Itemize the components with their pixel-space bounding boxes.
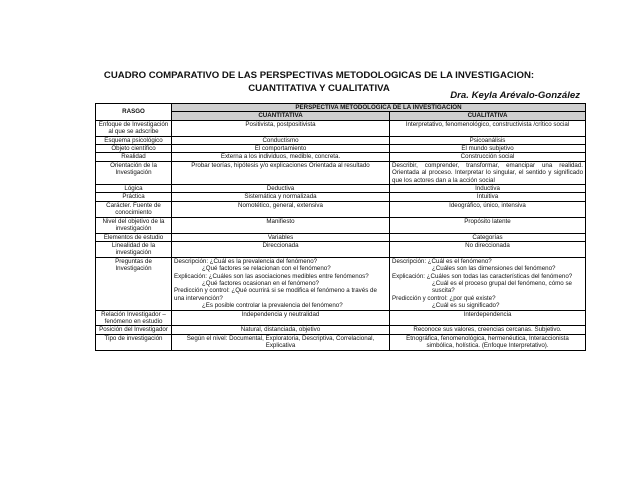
- row-label: Esquema psicológico: [96, 136, 172, 144]
- cell-cualitativa: Propósito latente: [390, 217, 586, 233]
- comparison-table: [95, 103, 586, 351]
- question-line: Descripción: ¿Cuál es la prevalencia del fenómeno?: [174, 257, 318, 265]
- cell-cualitativa: Intuitiva: [390, 193, 586, 201]
- cell-cuantitativa: Deductiva: [172, 185, 390, 193]
- row-label: Nivel del objetivo de la investigación: [96, 217, 172, 233]
- table-row: [96, 153, 586, 161]
- row-label: Posición del Investigador: [96, 326, 172, 334]
- cell-cualitativa: Inductiva: [390, 185, 586, 193]
- table-row: [96, 241, 586, 257]
- question-line: ¿Cuál es su significado?: [432, 302, 500, 310]
- question-line: ¿Cuál es el proceso grupal del fenómeno, cómo se suscita?: [432, 279, 572, 295]
- row-label: Práctica: [96, 193, 172, 201]
- row-label: Enfoque de Investigación al que se adscribe: [96, 120, 172, 136]
- table-row: [96, 233, 586, 241]
- question-line: Predicción y control: ¿Qué ocurrirá si se modifica el fenómeno a través de una intervención?: [174, 287, 377, 302]
- table-header-group-row: [96, 104, 586, 112]
- cell-cualitativa: No direccionada: [390, 241, 586, 257]
- cell-cualitativa: Construcción social: [390, 153, 586, 161]
- cell-cuantitativa: Según el nivel: Documental, Exploratoria, Descriptiva, Correlacional, Explicativa: [172, 334, 390, 350]
- question-line: ¿Cuáles son las dimensiones del fenómeno?: [432, 265, 556, 273]
- cell-cuantitativa: Natural, distanciada, objetivo: [172, 326, 390, 334]
- row-label: Tipo de investigación: [96, 334, 172, 350]
- row-label: Linealidad de la investigación: [96, 241, 172, 257]
- cell-cualitativa: [390, 257, 586, 310]
- header-perspectiva: PERSPECTIVA METODOLÓGICA DE LA INVESTIGACIÓN: [172, 104, 586, 112]
- table-row: [96, 217, 586, 233]
- cell-cuantitativa: Sistemática y normalizada: [172, 193, 390, 201]
- table-row: [96, 145, 586, 153]
- table-row: [96, 334, 586, 350]
- table-row: [96, 120, 586, 136]
- cell-cuantitativa: El comportamiento: [172, 145, 390, 153]
- cell-cualitativa: Reconoce sus valores, creencias cercanas. Subjetivo.: [390, 326, 586, 334]
- table-row: [96, 193, 586, 201]
- title-line-2: CUANTITATIVA Y CUALITATIVA: [248, 83, 390, 94]
- question-line: Descripción: ¿Cuál es el fenómeno?: [392, 257, 492, 265]
- cell-cuantitativa: Positivista, postpositivista: [172, 120, 390, 136]
- table-row-preguntas: [96, 257, 586, 310]
- header-cualitativa: CUALITATIVA: [390, 112, 586, 120]
- cell-cuantitativa: Probar teorías, hipótesis y/o explicaciones Orientada al resultado: [172, 161, 390, 184]
- header-rasgo: RASGO: [96, 104, 172, 121]
- question-line: Explicación: ¿Cuáles son todas las características del fenómeno?: [392, 272, 573, 280]
- cell-cualitativa: El mundo subjetivo: [390, 145, 586, 153]
- row-label: Preguntas de Investigación: [96, 257, 172, 310]
- table-row: [96, 201, 586, 217]
- header-cuantitativa: CUANTITATIVA: [172, 112, 390, 120]
- cell-cuantitativa: Direccionada: [172, 241, 390, 257]
- row-label: Elementos de estudio: [96, 233, 172, 241]
- cell-cualitativa: Interpretativo, fenomenológico, constructivista /crítico social: [390, 120, 586, 136]
- author-name: Dra. Keyla Arévalo-González: [450, 90, 580, 101]
- row-label: Realidad: [96, 153, 172, 161]
- row-label: Objeto científico: [96, 145, 172, 153]
- row-label: Carácter. Fuente de conocimiento: [96, 201, 172, 217]
- cell-cuantitativa: Independencia y neutralidad: [172, 310, 390, 326]
- cell-cualitativa: Describir, comprender, transformar, emancipar una realidad. Orientada al proceso. Interpretar lo singular, el sentido y significado que los actores dan a la acción social: [390, 161, 586, 184]
- cell-cuantitativa: Variables: [172, 233, 390, 241]
- cell-cualitativa: Psicoanálisis: [390, 136, 586, 144]
- table-row: [96, 161, 586, 184]
- cell-cualitativa: Interdependencia: [390, 310, 586, 326]
- table-row: [96, 136, 586, 144]
- cell-cuantitativa: Manifiesto: [172, 217, 390, 233]
- table-row: [96, 310, 586, 326]
- cell-cuantitativa: Nomotético, general, extensiva: [172, 201, 390, 217]
- question-line: ¿Es posible controlar la prevalencia del fenómeno?: [202, 302, 343, 310]
- cell-cualitativa: Etnográfica, fenomenológica, hermenéutica, Interaccionista simbólica, holística. (Enfoque Interpretativo).: [390, 334, 586, 350]
- question-line: ¿Qué factores se relacionan con el fenómeno?: [202, 265, 331, 273]
- cell-cuantitativa: [172, 257, 390, 310]
- row-label: Lógica: [96, 185, 172, 193]
- cell-cuantitativa: Externa a los individuos, medible, concreta.: [172, 153, 390, 161]
- cell-cuantitativa: Conductismo: [172, 136, 390, 144]
- cell-cualitativa: Ideográfico, único, intensiva: [390, 201, 586, 217]
- question-line: Predicción y control: ¿por qué existe?: [392, 294, 496, 302]
- title-line-1: CUADRO COMPARATIVO DE LAS PERSPECTIVAS METODOLOGICAS DE LA INVESTIGACION:: [103, 70, 535, 81]
- row-label: Relación Investigador – fenómeno en estudio: [96, 310, 172, 326]
- row-label: Orientación de la Investigación: [96, 161, 172, 184]
- question-line: ¿Qué factores ocasionan en el fenómeno?: [202, 279, 319, 287]
- cell-cualitativa: Categorías: [390, 233, 586, 241]
- table-row: [96, 185, 586, 193]
- question-line: Explicación: ¿Cuáles son las asociaciones medibles entre fenómenos?: [174, 272, 369, 280]
- table-row: [96, 326, 586, 334]
